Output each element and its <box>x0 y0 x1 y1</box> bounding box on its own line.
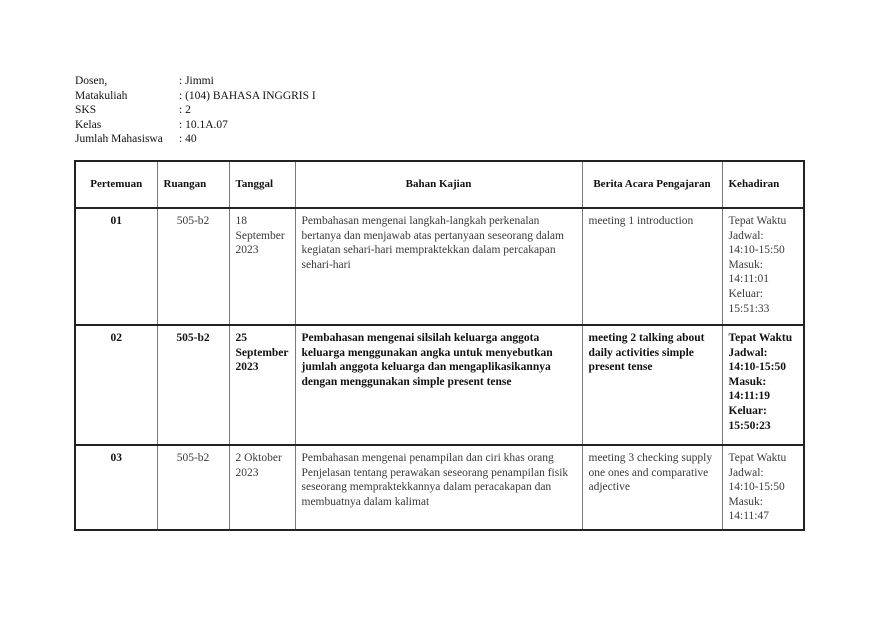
info-row-kelas <box>75 118 316 133</box>
kehadiran-status: Tepat Waktu <box>728 332 793 344</box>
cell-tanggal: 18 September 2023 <box>229 208 295 325</box>
cell-bahan-kajian: Pembahasan mengenai silsilah keluarga anggota keluarga menggunakan angka untuk menyebutkan jumlah anggota keluarga dan mengaplikasikannya dengan menggunakan simple present tense <box>295 325 582 445</box>
kehadiran-status: Tepat Waktu <box>728 452 787 464</box>
info-label: Kelas <box>75 118 102 131</box>
cell-kehadiran <box>722 325 804 445</box>
info-value: : 2 <box>179 104 191 117</box>
kehadiran-jadwal-label: Jadwal: <box>728 346 768 359</box>
cell-ruangan: 505-b2 <box>157 325 229 445</box>
cell-pertemuan: 01 <box>75 208 157 325</box>
cell-tanggal: 25 September 2023 <box>229 325 295 445</box>
cell-tanggal: 2 Oktober 2023 <box>229 445 295 530</box>
kehadiran-jadwal-value: 14:10-15:50 <box>728 481 785 494</box>
kehadiran-keluar-label: Keluar: <box>728 404 767 417</box>
info-label: SKS <box>75 104 97 117</box>
info-value: : (104) BAHASA INGGRIS I <box>179 89 316 102</box>
kehadiran-jadwal-value: 14:10-15:50 <box>728 244 785 257</box>
attendance-table <box>74 160 805 531</box>
kehadiran-status: Tepat Waktu <box>728 215 787 227</box>
info-row-matakuliah <box>75 89 316 104</box>
kehadiran-masuk-label: Masuk: <box>728 258 763 271</box>
kehadiran-jadwal-value: 14:10-15:50 <box>728 361 786 374</box>
info-row-jumlah-mahasiswa <box>75 132 316 147</box>
info-value: : Jimmi <box>179 75 214 87</box>
info-value: : 10.1A.07 <box>179 118 228 131</box>
table-header-row <box>75 161 804 208</box>
cell-berita-acara: meeting 1 introduction <box>582 208 722 325</box>
column-header-ruangan: Ruangan <box>157 161 229 208</box>
info-value: : 40 <box>179 133 197 146</box>
table-row <box>75 445 804 530</box>
cell-ruangan: 505-b2 <box>157 208 229 325</box>
column-header-pertemuan: Pertemuan <box>75 161 157 208</box>
info-label: Jumlah Mahasiswa <box>75 133 163 146</box>
cell-pertemuan: 02 <box>75 325 157 445</box>
cell-ruangan: 505-b2 <box>157 445 229 530</box>
kehadiran-jadwal-label: Jadwal: <box>728 466 764 479</box>
kehadiran-keluar-value: 15:51:33 <box>728 302 770 315</box>
cell-berita-acara: meeting 3 checking supply one ones and comparative adjective <box>582 445 722 530</box>
cell-pertemuan: 03 <box>75 445 157 530</box>
kehadiran-keluar-label: Keluar: <box>728 287 763 300</box>
cell-berita-acara: meeting 2 talking about daily activities simple present tense <box>582 325 722 445</box>
cell-bahan-kajian: Pembahasan mengenai penampilan dan ciri khas orang Penjelasan tentang perawakan seseorang penampilan fisik seseorang mempraktekkannya dalam peracakapan dan membuatnya dalam kalimat <box>295 445 582 530</box>
cell-kehadiran <box>722 445 804 530</box>
info-label: Dosen, <box>75 75 108 87</box>
column-header-berita-acara: Berita Acara Pengajaran <box>582 161 722 208</box>
cell-kehadiran <box>722 208 804 325</box>
column-header-kehadiran: Kehadiran <box>722 161 804 208</box>
kehadiran-keluar-value: 15:50:23 <box>728 419 771 432</box>
info-label: Matakuliah <box>75 89 128 102</box>
kehadiran-masuk-value: 14:11:19 <box>728 390 771 403</box>
info-row-sks <box>75 103 316 118</box>
kehadiran-jadwal-label: Jadwal: <box>728 229 764 242</box>
course-info <box>75 74 316 147</box>
table-row <box>75 208 804 325</box>
info-row-dosen <box>75 74 316 89</box>
kehadiran-masuk-value: 14:11:47 <box>728 510 769 523</box>
table-row <box>75 325 804 445</box>
cell-bahan-kajian: Pembahasan mengenai langkah-langkah perkenalan bertanya dan menjawab atas pertanyaan seseorang dalam kegiatan sehari-hari mempraktekkan dalam percakapan sehari-hari <box>295 208 582 325</box>
kehadiran-masuk-label: Masuk: <box>728 495 763 508</box>
column-header-bahan-kajian: Bahan Kajian <box>295 161 582 208</box>
kehadiran-masuk-value: 14:11:01 <box>728 273 769 286</box>
column-header-tanggal: Tanggal <box>229 161 295 208</box>
kehadiran-masuk-label: Masuk: <box>728 375 767 388</box>
